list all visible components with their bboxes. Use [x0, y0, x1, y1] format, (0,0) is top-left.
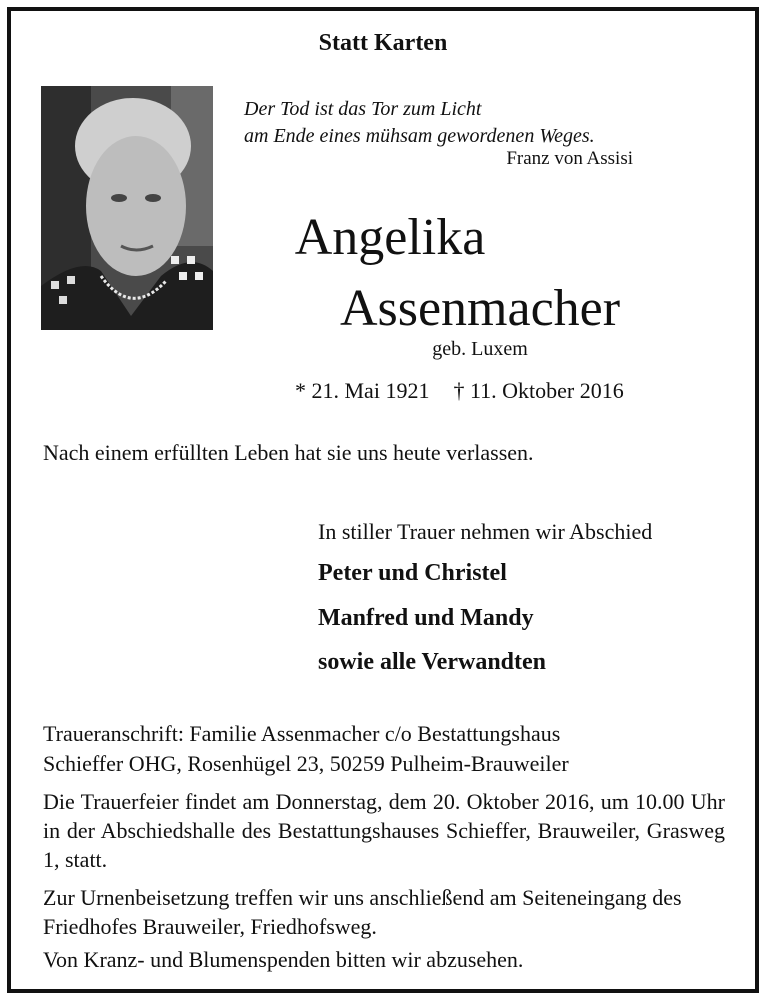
- death-date: † 11. Oktober 2016: [453, 378, 624, 403]
- quote-line: Der Tod ist das Tor zum Licht: [244, 98, 482, 120]
- address-line: Schieffer OHG, Rosenhügel 23, 50259 Pulheim-Brauweiler: [43, 751, 569, 776]
- mourner-name: sowie alle Verwandten: [318, 649, 546, 675]
- header-statt-karten: Statt Karten: [318, 30, 448, 56]
- mourners-intro: In stiller Trauer nehmen wir Abschied: [318, 519, 653, 544]
- funeral-service-info: Die Trauerfeier findet am Donnerstag, dem 20. Oktober 2016, um 10.00 Uhr in der Abschiedshalle des Bestattungshauses Schieffer, Brauweiler, Grasweg 1, statt.: [43, 789, 725, 872]
- portrait-photo: [41, 86, 213, 330]
- mourner-name: Peter und Christel: [318, 560, 507, 586]
- mourner-name: Manfred und Mandy: [318, 605, 534, 631]
- quote-author: Franz von Assisi: [506, 148, 633, 169]
- farewell-text: Nach einem erfüllten Leben hat sie uns heute verlassen.: [43, 440, 534, 465]
- deceased-last-name: Assenmacher: [339, 280, 621, 337]
- mourning-address: [43, 719, 725, 779]
- burial-info: Zur Urnenbeisetzung treffen wir uns anschließend am Seiteneingang des Friedhofes Brauweiler, Friedhofsweg.: [43, 885, 682, 939]
- address-line: Traueranschrift: Familie Assenmacher c/o Bestattungshaus: [43, 721, 561, 746]
- quote: [244, 96, 634, 150]
- birth-name: geb. Luxem: [432, 338, 528, 360]
- life-dates: [295, 378, 624, 404]
- flowers-note: Von Kranz- und Blumenspenden bitten wir abzusehen.: [43, 947, 524, 972]
- birth-date: * 21. Mai 1921: [295, 378, 430, 403]
- portrait-illustration: [41, 86, 213, 330]
- deceased-first-name: Angelika: [294, 209, 486, 266]
- quote-line: am Ende eines mühsam gewordenen Weges.: [244, 125, 595, 147]
